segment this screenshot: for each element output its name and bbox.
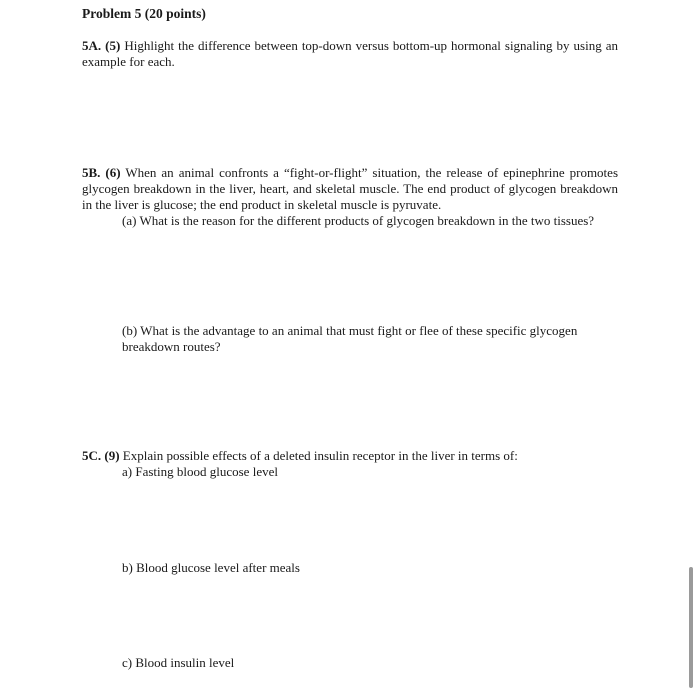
problem-title: Problem 5 (20 points)	[82, 6, 206, 21]
question-5a	[82, 38, 618, 70]
question-5b-text: When an animal confronts a “fight-or-flight” situation, the release of epinephrine promotes glycogen breakdown in the liver, heart, and skeletal muscle. The end product of glycogen breakdown in the liver is glucose; the end product in skeletal muscle is pyruvate.	[82, 165, 619, 212]
question-5b-part-b: (b) What is the advantage to an animal that must fight or flee of these specific glycogen breakdown routes?	[122, 323, 578, 354]
question-5b-label: 5B. (6)	[82, 165, 121, 180]
question-5a-text: Highlight the difference between top-down versus bottom-up hormonal signaling by using an example for each.	[82, 38, 619, 69]
question-5c-text: Explain possible effects of a deleted insulin receptor in the liver in terms of:	[122, 448, 518, 463]
question-5c-part-b: b) Blood glucose level after meals	[122, 560, 300, 575]
question-5a-label: 5A. (5)	[82, 38, 121, 53]
question-5c-part-a: a) Fasting blood glucose level	[122, 464, 278, 479]
question-5b	[82, 165, 618, 213]
question-5c-part-c: c) Blood insulin level	[122, 655, 235, 670]
question-5b-part-a: (a) What is the reason for the different products of glycogen breakdown in the two tissues?	[122, 213, 595, 228]
question-5c	[82, 448, 618, 464]
question-5c-label: 5C. (9)	[82, 448, 120, 463]
vertical-scrollbar[interactable]	[689, 567, 693, 688]
